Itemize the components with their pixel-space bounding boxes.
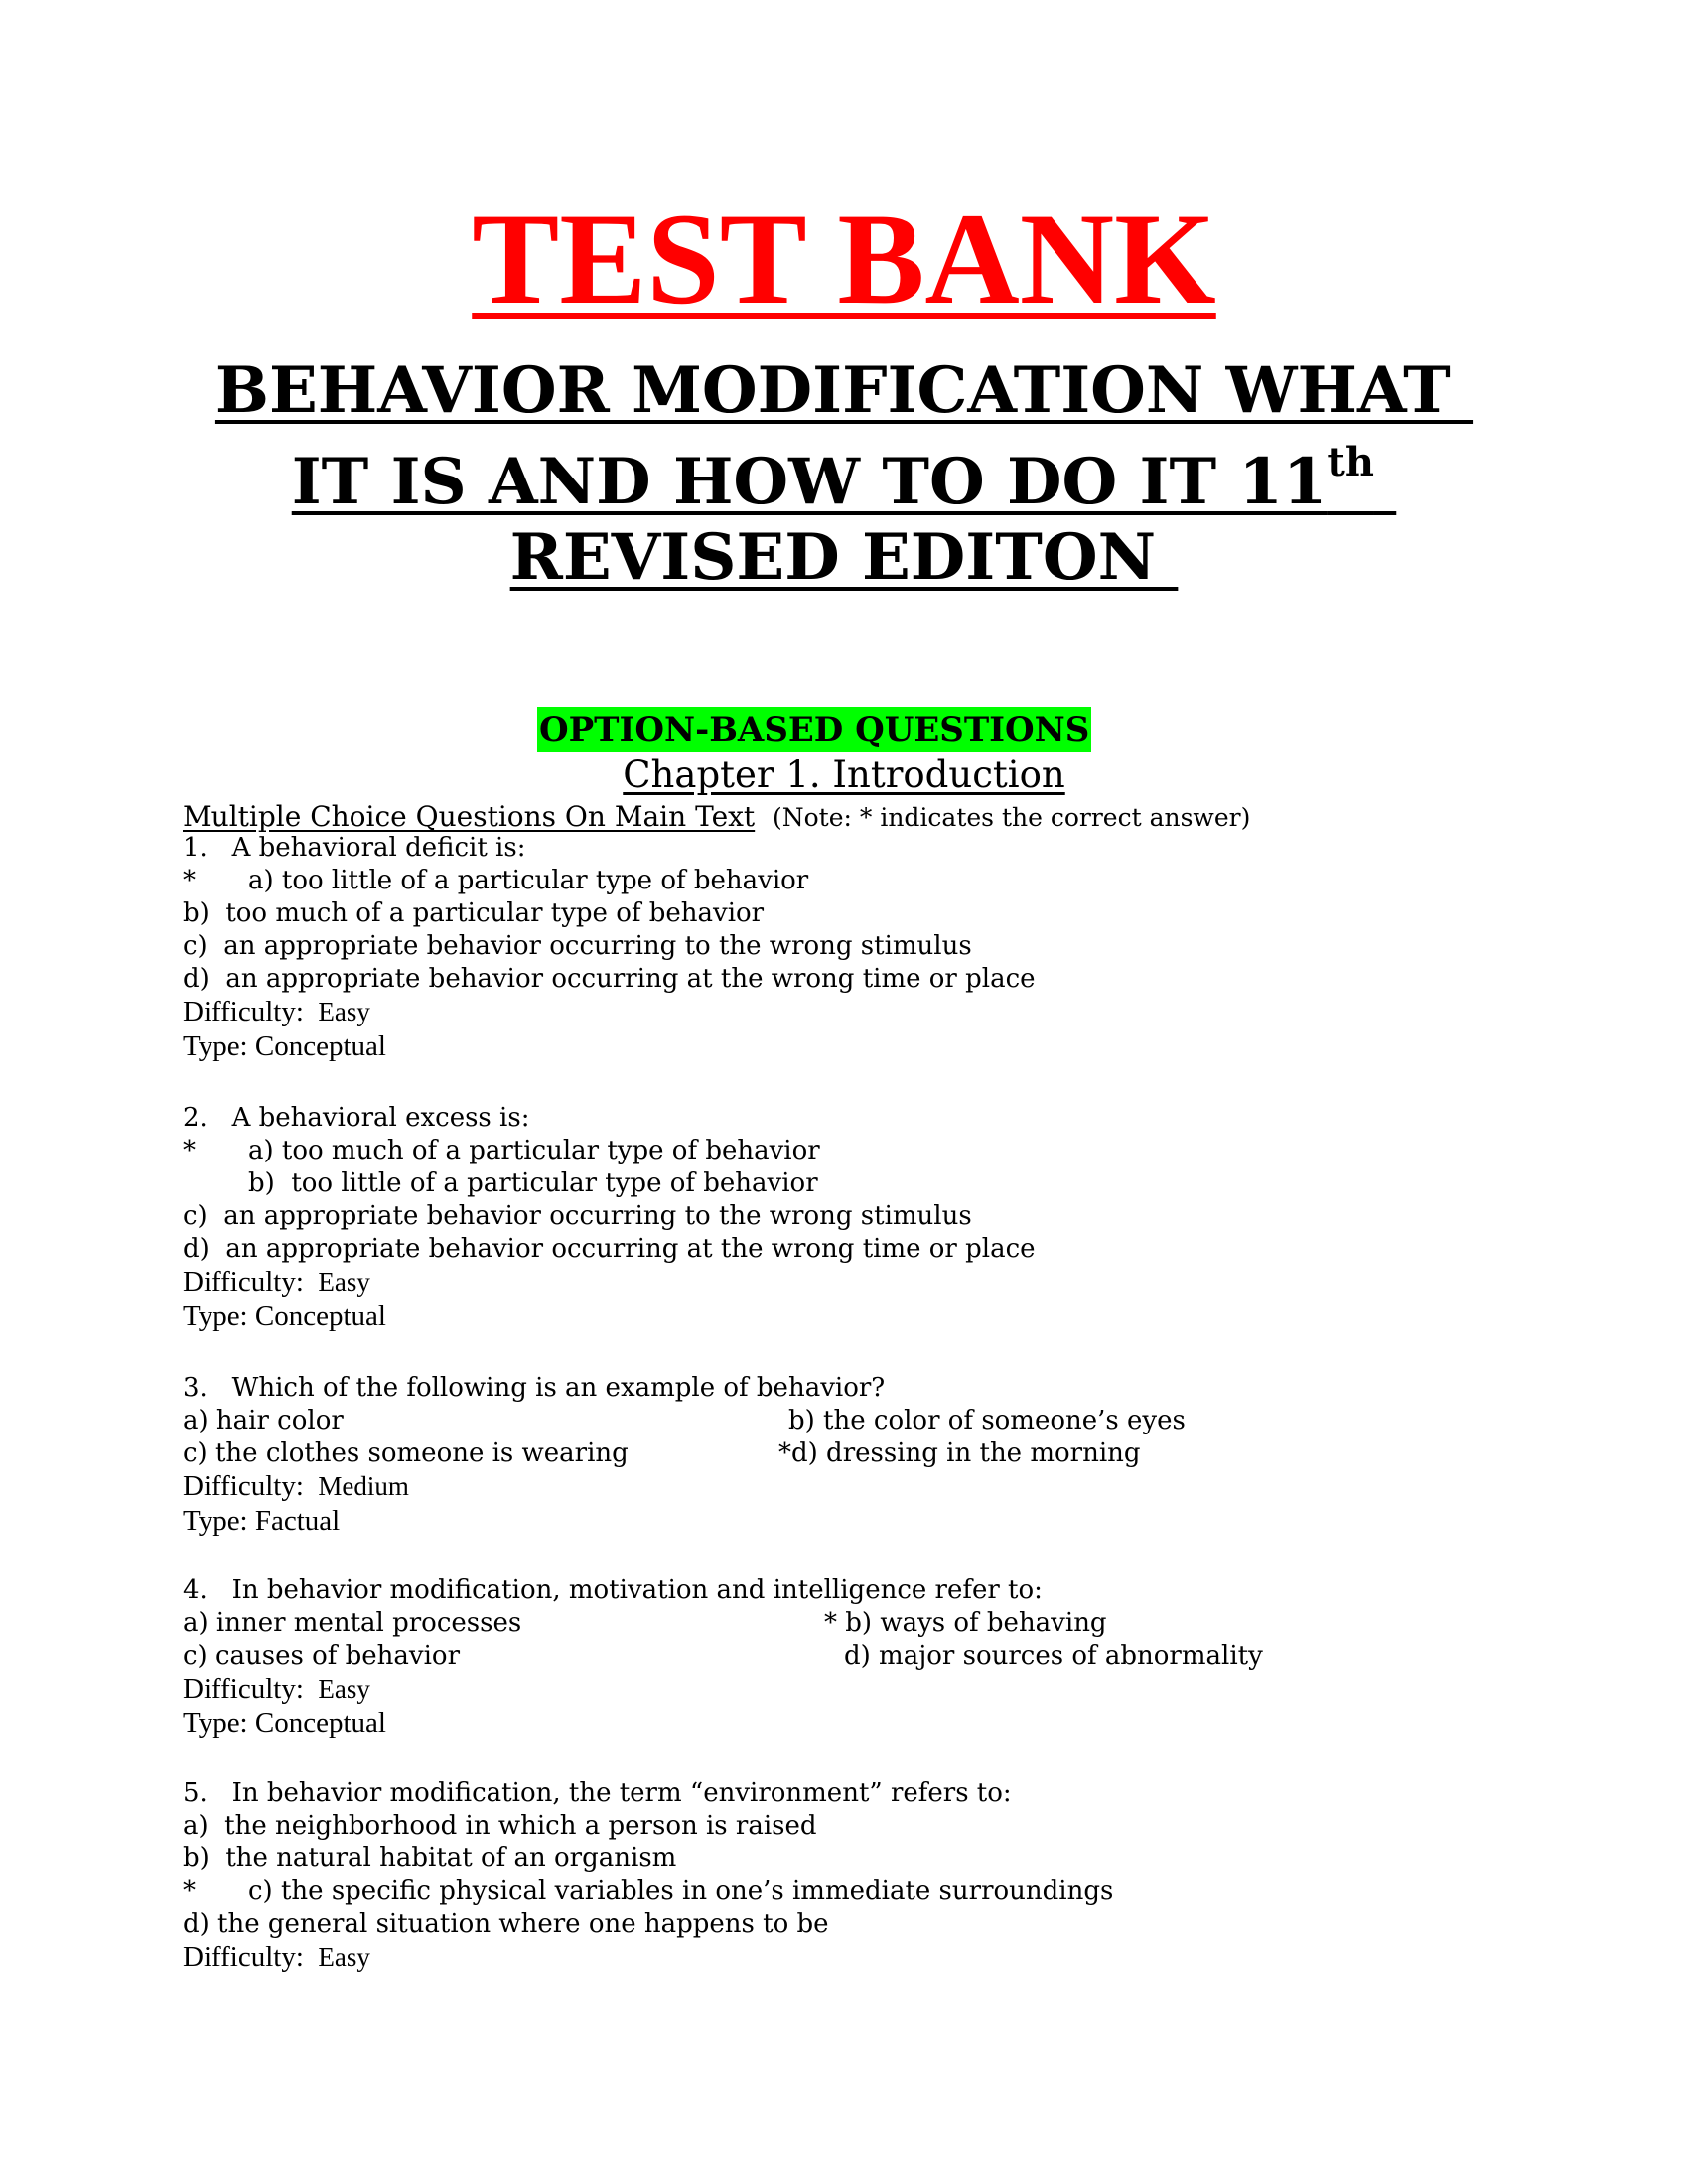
question-5-option-c: c) the specific physical variables in one’s immediate surroundings [248, 1876, 1114, 1906]
question-3-stem: 3. Which of the following is an example of behavior? [183, 1373, 886, 1403]
question-4-option-c: c) causes of behavior [183, 1641, 461, 1671]
question-5-option-d: d) the general situation where one happens to be [183, 1909, 829, 1939]
question-3-option-d: *d) dressing in the morning [778, 1438, 1141, 1468]
document-title: TEST BANK [472, 186, 1216, 332]
book-title-line-2 [0, 439, 1688, 519]
question-1-type: Type: Conceptual [183, 1030, 386, 1062]
question-4-difficulty: Difficulty: Easy [183, 1673, 370, 1705]
question-1-option-a: a) too little of a particular type of behavior [248, 866, 809, 895]
question-1-option-c: c) an appropriate behavior occurring to the wrong stimulus [183, 931, 972, 961]
question-2-option-a: a) too much of a particular type of behavior [248, 1136, 820, 1165]
mcq-heading [183, 800, 1250, 835]
question-1-option-d: d) an appropriate behavior occurring at the wrong time or place [183, 964, 1036, 994]
question-2-stem: 2. A behavioral excess is: [183, 1103, 530, 1133]
question-4-stem: 4. In behavior modification, motivation and intelligence refer to: [183, 1575, 1043, 1605]
question-2-correct-marker: * [183, 1136, 196, 1165]
question-2-option-c: c) an appropriate behavior occurring to the wrong stimulus [183, 1201, 972, 1231]
question-4-option-a: a) inner mental processes [183, 1608, 522, 1638]
question-2-type: Type: Conceptual [183, 1300, 386, 1332]
question-5-difficulty: Difficulty: Easy [183, 1941, 370, 1973]
question-3-option-c: c) the clothes someone is wearing [183, 1438, 629, 1468]
mcq-heading-text: Multiple Choice Questions On Main Text [183, 800, 756, 833]
question-1-stem: 1. A behavioral deficit is: [183, 833, 526, 863]
answer-note: (Note: * indicates the correct answer) [773, 803, 1251, 832]
question-1-option-b: b) too much of a particular type of behavior [183, 898, 765, 928]
question-4-option-b: * b) ways of behaving [824, 1608, 1107, 1638]
question-3-option-b: b) the color of someone’s eyes [788, 1406, 1186, 1435]
book-title-line-2-text: IT IS AND HOW TO DO IT 11 [291, 445, 1328, 519]
question-2-difficulty: Difficulty: Easy [183, 1266, 370, 1297]
question-5-option-b: b) the natural habitat of an organism [183, 1843, 677, 1873]
chapter-title: Chapter 1. Introduction [623, 753, 1065, 796]
book-title-line-1: BEHAVIOR MODIFICATION WHAT [214, 353, 1474, 428]
question-1-difficulty: Difficulty: Easy [183, 996, 370, 1027]
question-3-option-a: a) hair color [183, 1406, 344, 1435]
question-2-option-d: d) an appropriate behavior occurring at the wrong time or place [183, 1234, 1036, 1264]
question-3-type: Type: Factual [183, 1505, 341, 1537]
question-2-option-b: b) too little of a particular type of behavior [248, 1168, 818, 1198]
edition-superscript: th [1327, 439, 1374, 485]
section-heading: OPTION-BASED QUESTIONS [537, 707, 1091, 752]
question-3-difficulty: Difficulty: Medium [183, 1470, 409, 1502]
question-1-correct-marker: * [183, 866, 196, 895]
book-title-line-3: REVISED EDITON [509, 520, 1179, 595]
question-5-stem: 5. In behavior modification, the term “environment” refers to: [183, 1778, 1012, 1808]
question-4-type: Type: Conceptual [183, 1707, 386, 1739]
question-5-correct-marker: * [183, 1876, 196, 1906]
question-5-option-a: a) the neighborhood in which a person is raised [183, 1811, 817, 1841]
question-4-option-d: d) major sources of abnormality [844, 1641, 1263, 1671]
